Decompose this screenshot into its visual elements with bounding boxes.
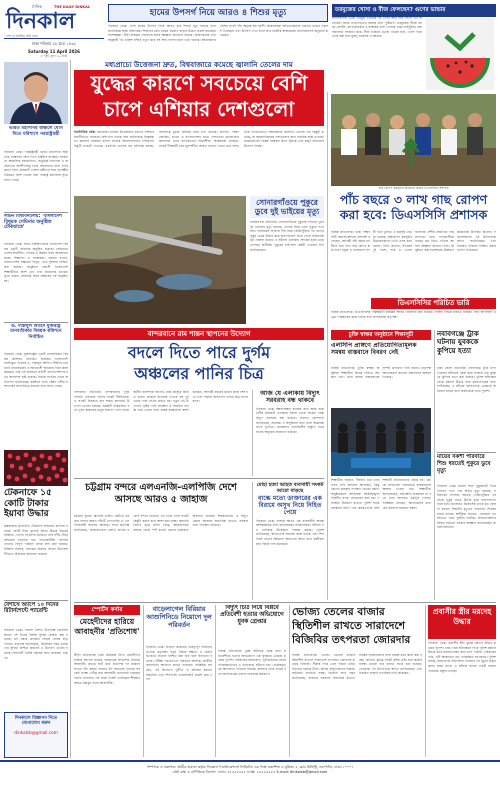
protest-banner: চুক্তি স্বাক্ষর অনুষ্ঠানে শিক্ষাসূচী [331, 330, 431, 340]
power-box [252, 390, 324, 476]
water-headline [74, 342, 324, 386]
protest-headline: এলসিপি প্রাঙ্গণে প্রতিযোগিতামূলক সমন্বয় বাস্তবানে বিবরণ নেই [331, 342, 417, 357]
bottom-story3-headline: বিদ্যুৎ চিঠি নিয়ে বিপ্লবে প্রতিবেশী হত্যার অভিযোগে যুবক গ্রেপ্তার [220, 605, 284, 625]
masthead-name-en: THE DAILY DINKAL [54, 5, 91, 9]
left-item3-body: দিনকাল ডেস্ক: যুক্তরাষ্ট্রের একটি মানবাধিকার বিষয়ক কমিশনে নির্বাচিত হয়েছেন বাংলাদেশি বংশোদ্ভূত গবেষক ড. দাস্তলুল আহিদ। দীর্ঘদিন ধরে তিনি মানবাধিকার ও অভিবাসী অধিকার নিয়ে কাজ করছেন। তার এই নির্বাচনে প্রবাসী বাংলাদেশিদের মধ্যে আনন্দের সৃষ্টি হয়েছে। বিভিন্ন সংগঠন তাকে অভিনন্দন জানিয়েছে। কমিশনে তিনি দক্ষিণ এশীয় সম্প্রদায়ের প্রতিনিধিত্ব করবেন বলে জানা গেছে। [4, 352, 68, 389]
left-col-body1: দিনকাল ডেস্ক: পররাষ্ট্রমন্ত্রী ভারত মহাসাগর অঞ্চলের সম্মেলনে যোগ দিতে মরিশাস যাচ্ছেন। সম্মেলনে আঞ্চলিক সহযোগিতা, সামুদ্রিক নিরাপত্তা ও অর্থনৈতিক অংশীদারিত্ব নিয়ে আলোচনা হবে। সফরকালে তিনি কয়েকটি দেশের মন্ত্রীদের সঙ্গে দ্বিপক্ষীয় বৈঠকেও অংশ নেবেন বলে পররাষ্ট্র মন্ত্রণালয় সূত্রে জানা গেছে। [4, 150, 68, 182]
sports-body: ক্রীড়া প্রতিবেদক: ঢাকা প্রিমিয়ার লিগে মেহেদীদের হারিয়ে আগের ম্যাচের পরাজয়ের প্রতিশোধ নিয়েছে আবাহনী। প্রথমে ব্যাট করে প্রতিপক্ষ দল মাঝারি সংগ্রহ দাঁড় করায়। জবাবে টপ অর্ডারের দৃঢ়তায় সহজেই লক্ষ্যে পৌঁছে যায় আবাহনী। ম্যাচসেরা হয়েছেন দলের ওপেনার। এই জয়ে পয়েন্ট তালিকায় শীর্ষস্থান আরও মজবুত হলো আবাহনীর। [74, 653, 140, 685]
tree-sub-banner: ডিএসসিসির পরিচিত ভারি [371, 298, 496, 309]
bottom-story2-body: দিনকাল ডেস্ক: নিয়োগ প্রক্রিয়ায় গুরুত্বপূর্ণ পরিবর্তন এনেছে কর্তৃপক্ষ। নতুন নিয়মে স্বচ্ছতা ও মেধার ভিত্তিতে নিয়োগ নিশ্চিত করা হবে বলে জানানো হয়েছে। পরীক্ষা পদ্ধতিতেও পরিবর্তন আসছে। প্রার্থীরা অনলাইনে আবেদন করতে পারবেন। সংশ্লিষ্টরা বলছেন, এই উদ্যোগে দুর্নীতি ও অনিয়ম কমবে। বিস্তারিত তথ্য শিগগিরই ওয়েবসাইটে প্রকাশ করা হবে। [146, 645, 212, 682]
lead-headline-line2: চাপে এশিয়ার দেশগুলো [103, 97, 295, 121]
water-kicker: বান্দরবানে রাম শান্তন স্থাপনের উদ্যোগ [74, 328, 324, 340]
lng-headline: চট্টগ্রাম বন্দরে এলএনজি-এলপিজি দেশে আসছে আরও ৫ জাহাজ [85, 482, 237, 505]
right-col-body1: ঢাকা জেলা প্রতিনিধি: নবাবগঞ্জে ট্রাক চাপা দেওয়ার ঘটনাকে কেন্দ্র করে সংঘর্ষে এক যুবককে কুপিয়ে হত্যা করা হয়েছে। পুলিশ ঘটনাস্থল থেকে মরদেহ উদ্ধার করে ময়নাতদন্তের জন্য পাঠিয়েছে। এ ঘটনায় জড়িতদের গ্রেপ্তারে অভিযান চলছে বলে জানিয়েছে থানা পুলিশ। [437, 366, 496, 393]
masthead-logo: দিনকাল [6, 8, 76, 34]
bottom-story3-body: নিজস্ব প্রতিবেদক: তুচ্ছ ঘটনাকে কেন্দ্র করে প্রতিবেশীকে হত্যার অভিযোগে এক যুবককে গ্রেপ্তার করেছে পুলিশ। পরিবারের অভিযোগ, পূর্ববিরোধের জেরে পরিকল্পিতভাবে এ হত্যাকাণ্ড ঘটানো হয়। গ্রেপ্তারকৃতকে আদালতে পাঠানো হয়েছে। মামলার তদন্ত চলছে বলে জানিয়েছেন থানার ভারপ্রাপ্ত কর্মকর্তা। [218, 649, 286, 676]
top-center-story [108, 4, 328, 56]
bottom-story2-headline: বাড়েলাগেল বিরিয়ার আশুপিনিডে নিয়োগে দুল পরিবর্তন [146, 605, 212, 629]
sports-headline: মেহেদীদের হারিয়ে আবাহনীর 'প্রতিশোধ' [74, 617, 140, 636]
bombing-headline2: বাল্কে মতো ডাক্তারের এক বিরামে অসুখ নিয়ে নিহিত পেয়ে [257, 495, 323, 517]
footer [0, 760, 500, 786]
protest-body: নিজস্ব প্রতিবেদক: চুক্তি স্বাক্ষর অনুষ্ঠানে শিক্ষার্থীরা বিভিন্ন দাবিতে অবস্থান নেন। তারা সমন্বয় বাস্তবায়নের সুস্পষ্ট রূপরেখা দাবি করেন। কর্তৃপক্ষ আলোচনার মাধ্যমে সমাধানের আশ্বাস দিয়েছে। [331, 366, 431, 380]
lead-dateline: অর্থনৈতিক ডেস্ক [74, 130, 95, 134]
lead-headline [74, 70, 324, 126]
masthead-date [4, 38, 104, 58]
bottom-lead-headline: ভোজ্য তেলের বাজার স্থিতিশীল রাখতে সারাদেশে বিজিবির তৎপরতা জোরদার [292, 606, 411, 646]
bombing-body: দিনকাল ডেস্ক: সংঘর্ষে আহত এক ব্যবসায়ীর অবস্থা আশঙ্কাজনক বলে জানিয়েছেন চিকিৎসকরা। ঘটনার পর এলাকায় উত্তেজনা বিরাজ করছে। পুলিশ জানিয়েছে, জড়িতদের শনাক্তে কাজ চলছে এবং শিগগিরই তাদের আইনের আওতায় আনা হবে। স্থানীয়রা দ্রুত বিচার দাবি করেছেন। [256, 518, 324, 546]
ad-contact-box [4, 712, 68, 758]
yaba-photo [4, 450, 68, 486]
tree-sub-body: নিজস্ব প্রতিবেদক: ডিএসসিসির পরিচ্ছন্নতা কার্যক্রম আরও জোরদার করা হয়েছে। নগরীর বিভিন্ন ওয়ার্ডে নিয়মিত বর্জ্য অপসারণ ও ড্রেন পরিষ্কারের কাজ চলছে বলে জানিয়েছে কর্তৃপক্ষ। [331, 310, 496, 319]
left-item3-title: ড. দাস্তলুল আহিদ যুক্তরাষ্ট্র মানবাধিকার বিষয়ক কমিশনে নির্বাচিত [10, 324, 62, 340]
date-bn: ঢাকা শনিবার ২৮ চৈত্র ১৪৩২ [32, 41, 76, 46]
masthead-small: দৈনিক [32, 4, 43, 9]
tree-planting-photo [331, 94, 496, 186]
right-col-body2: দিনকাল ডেস্ক: মায়ের সঙ্গে পুকুরঘাটে গিয়ে পানিতে পড়ে এক শিশুর মৃত্যু হয়েছে। পরিবারের সদস্যরা অনেক খোঁজাখুঁজির পর তাকে পুকুর থেকে উদ্ধার করে হাসপাতালে নিয়ে যান। কর্তব্যরত চিকিৎসক তাকে মৃত ঘোষণা করেন। শিশুটির মৃত্যুতে পরিবারে শোকের মাতম চলছে। স্থানীয়রা জানান, এলাকায় এর আগেও এমন দুর্ঘটনা ঘটেছে। অভিভাবকদের আরও সচেতন হওয়ার আহ্বান জানিয়েছেন জনপ্রতিনিধিরা। [437, 484, 496, 530]
tree-headline: পাঁচ বছরে ৩ লাখ গাছ রোপণ করা হবে: ডিএসসিসি প্রশাসক [339, 192, 488, 222]
top-right-story [332, 4, 496, 92]
power-headline: আজ যে এলাকায় বিদ্যুৎ সরবরাহ বন্ধ থাকবে [260, 390, 320, 405]
pond-box [250, 196, 324, 324]
left-portrait [4, 62, 68, 124]
top-right-headline: তরমুজের খোসা ও বীজ ফেলছেন? গুণের ভান্ডার [332, 4, 496, 17]
water-pipe-photo [74, 196, 246, 324]
watermelon-icon [426, 18, 494, 90]
right-col-title3: প্রবাসীর স্ত্রীর মরদেহ উদ্ধার [428, 605, 496, 639]
page-meta: ৮ পৃষ্ঠা, মূল্য ১০ টাকা [40, 54, 68, 58]
top-center-body: দিনকাল ডেস্ক: দেশে হামের উপসর্গ নিয়ে আরও চার শিশুর মৃত্যু হয়েছে বলে জানিয়েছে স্বাস্থ্য অধিদপ্তর। শিশুদের মধ্যে হামের প্রকোপ বাড়ায় উদ্বেগ প্রকাশ করেছেন বিশেষজ্ঞরা। টিকা কার্যক্রম জোরদার করার আহ্বান জানানো হয়েছে। অধিদপ্তরের তথ্য অনুযায়ী গত চব্বিশ ঘণ্টায় নতুন করে বহু শিশু হাসপাতালে ভর্তি হয়েছে। আক্রান্তদের বেশির ভাগই পাঁচ বছরের কম বয়সী। চিকিৎসকরা অভিভাবকদের সচেতন থাকার পরামর্শ দিয়েছেন এবং উপসর্গ দেখা দিলে দ্রুত নিকটস্থ স্বাস্থ্যকেন্দ্রে যোগাযোগের অনুরোধ করেছেন। [108, 24, 328, 42]
masthead-tagline: দেশ ও জাতির কথা বলে [6, 34, 38, 38]
lead-kicker: মধ্যপ্রাচ্যে উত্তেজনা দ্রুত, বিশ্ববাজারে কমেছে জ্বালানি তেলের দাম [105, 60, 293, 69]
person-portrait-icon [4, 62, 68, 124]
bombing-headline: মোহা হত্যা আহত ব্যবসায়ী সংকট আরো বাড়ছে [256, 482, 324, 494]
water-body: বান্দরবান প্রতিনিধি: বান্দরবানের দুর্গম পাহাড়ি এলাকায় পানির সংকট দীর্ঘদিনের। এ সংকট নিরসনে রাম শান্তন স্থাপনের উদ্যোগ নেওয়া হয়েছে। প্রকল্পটি বাস্তবায়িত হলে দুর্গম অঞ্চলের মানুষ নিরাপদ পানি পাবে। স্থানীয় বাসিন্দারা জানান, শুষ্ক মৌসুমে ঝিরি ও ঝরনা শুকিয়ে যাওয়ায় তাদের বহু দূর থেকে পানি সংগ্রহ করতে হয়। নতুন এই উদ্যোগে বৃষ্টির পানি সংরক্ষণ ও সরবরাহ ব্যবস্থা গড়ে তোলা হবে। প্রকল্প কর্মকর্তারা আশা করছেন, আগামী বছরের মধ্যেই কাজ শেষ হবে এবং পাহাড়ি জনপদের পানির চিত্র বদলে যাবে। [74, 390, 248, 413]
top-center-headline: হামের উপসর্গ নিয়ে আরও ৪ শিশুর মৃত্যু [108, 4, 328, 22]
protest-body2: শিক্ষার্থীরা জানান, দীর্ঘদিন ধরে তারা এসব দাবি জানিয়ে আসছেন, কিন্তু কোনো কার্যকর পদক্ষেপ নেওয়া হয়নি। অনুষ্ঠানস্থলে অতিরিক্ত আইনশৃঙ্খলা বাহিনীর সদস্য মোতায়েন করা হয়। পরিস্থিতি নিয়ন্ত্রণে রাখতে পুলিশ সতর্ক অবস্থানে ছিল। পরে কর্মকর্তাদের সঙ্গে শিক্ষার্থী প্রতিনিধিদের বৈঠক হয়। বৈঠকে দাবিগুলো পর্যায়ক্রমে বাস্তবায়নের আশ্বাস দেওয়া হয়। শিক্ষার্থীরা জানিয়েছেন, প্রতিশ্রুতি বাস্তবায়ন না হলে তারা আবারও কর্মসূচি দেবেন। সংশ্লিষ্টরা বলছেন, আলোচনার মাধ্যমেই সমস্যার সমাধান সম্ভব। [331, 478, 431, 510]
right-col-title2: মায়ের বকশী পরিবারে শিশু ধরতেই পুকুরে ডুবে মৃত্যু [437, 454, 491, 474]
police-crowd-photo [331, 408, 431, 476]
lead-body: অর্থনৈতিক ডেস্ক: মধ্যপ্রাচ্যে চলমান উত্তেজনার প্রভাবে এশিয়ার অর্থনীতিতে সবচেয়ে বেশি চাপ পড়ছে বলে জানিয়েছে বিশ্লেষকরা। জ্বালানি সরবরাহ ব্যাহত হওয়ায় আমদানিনির্ভর দেশগুলো দ্বিমুখী সংকটে পড়েছে। একদিকে তেলের দাম ওঠানামা করছে, অন্যদিকে মুদ্রার বিনিময় হারে চাপ বাড়ছে। জাপান, দক্ষিণ কোরিয়া, ভারত ও বাংলাদেশের মতো দেশগুলো মধ্যপ্রাচ্যের জ্বালানির ওপর ব্যাপকভাবে নির্ভরশীল। বিশ্লেষকরা বলছেন, সংকট দীর্ঘস্থায়ী হলে মূল্যস্ফীতি আরও বাড়তে পারে। তবে সাম্প্রতিক দিনগুলোতে বিশ্ববাজারে জ্বালানি তেলের দাম কিছুটা কমেছে, যা আমদানিকারক দেশগুলোর জন্য সাময়িক স্বস্তি এনেছে। সরকারগুলো বিকল্প সরবরাহ উৎস খুঁজছে এবং মজুদ বাড়ানোর উদ্যোগ নিচ্ছে। [74, 130, 324, 148]
bottom-lead-body: নিজস্ব প্রতিবেদক: ভোজ্য তেলের বাজার স্থিতিশীল রাখতে সারাদেশে তৎপরতা জোরদার করেছে বিজিবি। সীমান্ত দিয়ে তেল পাচার রোধে বাড়ানো হয়েছে টহল। অবৈধ মজুদদারদের বিরুদ্ধে অভিযান চালানো হচ্ছে। বিজিবি সদর দপ্তর জানিয়েছে, বাজারে সরবরাহ স্বাভাবিক রাখতে সংশ্লিষ্ট সংস্থাগুলোর সঙ্গে সমন্বয় করে কাজ করা হচ্ছে। কোথাও কৃত্রিম সংকট সৃষ্টির চেষ্টা হলে কঠোর ব্যবস্থা নেওয়া হবে বলেও সতর্ক করা হয়েছে। ভোক্তারা এই উদ্যোগকে স্বাগত জানিয়েছেন এবং নিয়মিত বাজার তদারকির দাবি করেছেন। [292, 653, 422, 680]
ad-contact-email[interactable]: dinkalsb@gmail.com [14, 729, 58, 735]
right-col-body3: দিনকাল ডেস্ক: প্রবাসীর স্ত্রীর ঝুলন্ত মরদেহ উদ্ধার করেছে পুলিশ। খবর পেয়ে ঘটনাস্থলে গিয়ে পুলিশ মরদেহ উদ্ধার করে ময়নাতদন্তের জন্য মর্গে পাঠায়। পরিবারের দাবি, এটি আত্মহত্যা নয়, পরিকল্পিত হত্যাকাণ্ড। পুলিশ বলছে, ময়নাতদন্ত প্রতিবেদন পাওয়ার পর মৃত্যুর প্রকৃত কারণ জানা যাবে। এ ঘটনায় থানায় একটি মামলা দায়েরের প্রস্তুতি চলছে। [428, 641, 496, 673]
protest-photo [331, 408, 431, 476]
tree-photo [331, 94, 496, 186]
ad-contact-title: দিনকালে বিজ্ঞাপন দিতে যোগাযোগ করুন [14, 716, 58, 727]
footer-line2: বার্তা কক্ষ ও বাণিজ্যিক বিভাগ: ফোন: ৫৫৫৫৫৫৫৫ ফ্যাক্স: ৫৫৫৫৫৫৫৫ E-mail: dinkalsb@gmail.com [172, 770, 328, 774]
water-headline-line1: বদলে দিতে পারে দুর্গম [127, 343, 271, 362]
left-item5-body: দিনকাল ডেস্ক: পহেলা বৈশাখ উপলক্ষে মোবাইল অ্যাপে দশ দিনের বিশেষ সুবিধা ঘোষণা করা হয়েছে। এই সময়ে গ্রাহকরা বিভিন্ন সেবায় ছাড় পাবেন। কর্তৃপক্ষ জানিয়েছে, উৎসবের সময় গ্রাহকদের সুবিধা নিশ্চিত করতেই এ উদ্যোগ নেওয়া হয়েছে। অফারটি নির্দিষ্ট সময়ের জন্য প্রযোজ্য থাকবে। [4, 628, 68, 660]
left-item4-body: কক্সবাজার প্রতিনিধি: টেকনাফে অভিযান চালিয়ে পনেরো কোটি টাকা মূল্যের ইয়াবা উদ্ধার করেছে বিজিবি। গোপন সংবাদের ভিত্তিতে নাফ নদীর তীরে অভিযান চালানো হয়। পাচারকারীরা পালিয়ে গেলেও বিপুল পরিমাণ মাদক জব্দ করা হয়েছে। বিজিবি জানায়, মাদকের বিরুদ্ধে জিরো টলারেন্স নীতিতে অভিযান অব্যাহত থাকবে। [4, 524, 68, 556]
date-en: Saturday 11 April 2026 [28, 49, 80, 54]
left-item2-title: লন্ডন বিশ্ববিদ্যালয়: 'বাংলাদেশ বিষয়ক সেমিনার অনুষ্ঠিত টেকিয়াতে' [4, 214, 62, 231]
right-col-title1: নবাবগঞ্জে ট্রাক ঘটনায় যুবককে কুপিয়ে হত্যা [437, 330, 479, 355]
tree-body: নিজস্ব প্রতিবেদক: ঢাকা দক্ষিণ সিটি করপোরেশনের প্রশাসক বলেছেন, আগামী পাঁচ বছরে নগরীতে তিন লাখ গাছ রোপণ করা হবে। সবুজ ও বাসযোগ্য নগরী গড়ে তুলতে এ কর্মসূচি নেওয়া হয়েছে। বৃক্ষরোপণ কর্মসূচির উদ্বোধনকালে তিনি এসব কথা বলেন। তিনি জানান, সড়কের দুই পাশে, পার্ক ও খোলা জায়গায় দেশীয় প্রজাতির গাছ লাগানো হবে। নগরবাসীকে গাছের যত্ন নিতে এগিয়ে আসার আহ্বান জানান তিনি। অনুষ্ঠানে করপোরেশনের ঊর্ধ্বতন কর্মকর্তারা উপস্থিত ছিলেন। পরিবেশবিদরা এই উদ্যোগকে স্বাগত জানিয়েছেন এবং নিয়মিত পরিচর্যা নিশ্চিত করার তাগিদ দিয়েছেন। [331, 230, 496, 253]
sports-banner: স্পোর্টস কর্নার [74, 605, 140, 615]
left-portrait-caption: ভারত মহাসাগর অঞ্চলে যোগ দিতে মরিশাসে পররাষ্ট্রমন্ত্রী [9, 126, 63, 137]
watermelon-photo [426, 18, 494, 90]
left-item4-title: টেকনাফে ১৫ কোটি টাকার ইয়াবা উদ্ধার [4, 488, 52, 519]
pond-photo [74, 196, 246, 324]
pond-headline: সোনারগাঁওয়ে পুকুরে ডুবে দুই ভাইয়ের মৃত্যু [250, 196, 324, 218]
water-headline-line2: অঞ্চলের পানির চিত্র [134, 364, 264, 383]
bombing-box [252, 482, 324, 600]
power-body: দিনকাল ডেস্ক: রক্ষণাবেক্ষণ কাজের জন্য আজ রাজধানীর কয়েকটি এলাকায় সকাল থেকে বিকেল পর্যন্ত বিদ্যুৎ সরবরাহ বন্ধ থাকবে। বিতরণ কোম্পানি জানিয়েছে, সাময়িক এ অসুবিধার জন্য তারা আন্তরিকভাবে দুঃখিত। গ্রাহকদের প্রয়োজনীয় প্রস্তুতি নিয়ে রাখার অনুরোধ জানানো হয়েছে। [256, 406, 324, 434]
lead-headline-line1: যুদ্ধের কারণে সবচেয়ে বেশি [90, 71, 308, 95]
left-item2-body: দিনকাল ডেস্ক: লন্ডন বিশ্ববিদ্যালয়ে বাংলাদেশ বিষয়ক একটি সেমিনার অনুষ্ঠিত হয়েছে। সেমিনারে দেশের অর্থনীতি, গণতন্ত্র ও উন্নয়ন নিয়ে আলোচনা করেন শিক্ষাবিদ ও গবেষকরা। বক্তারা বলেন, বাংলাদেশের সম্ভাবনা বিপুল, তবে সুশাসন নিশ্চিত করা জরুরি। অনুষ্ঠানে প্রবাসী বাংলাদেশি শিক্ষার্থীরাও অংশ নেন এবং নিজেদের মতামত তুলে ধরেন। সেমিনার শেষে প্রশ্নোত্তর পর্ব অনুষ্ঠিত হয়। [4, 242, 68, 283]
lng-body: চট্টগ্রাম ব্যুরো: জ্বালানি চাহিদা মেটাতে চট্টগ্রাম বন্দরে আরও পাঁচটি এলএনজি ও এলপিজিবাহী জাহাজ আসছে। বন্দর কর্তৃপক্ষ জানিয়েছে, জাহাজগুলো চলতি মাসের মধ্যেই বন্দরে ভিড়বে। এর ফলে গ্যাস সংকট কিছুটা কমবে বলে আশা করা হচ্ছে। জ্বালানি বিভাগ সূত্রে জানা গেছে, আন্তর্জাতিক বাজার থেকে স্পট কার্গো কেনার প্রক্রিয়াও অব্যাহত রয়েছে। শিল্পকারখানা ও বিদ্যুৎকেন্দ্রে সরবরাহ স্বাভাবিক রাখতে সরকার নানা পদক্ষেপ নিয়েছে। [74, 514, 248, 532]
tree-photo-caption: গাছ রোপণ কর্মসূচির উদ্বোধন করেন ডিএসসিসি প্রশাসক [378, 186, 449, 190]
top-right-body: লাইফস্টাইল ডেস্ক: তরমুজ খাওয়ার পর খোসা আর বীজ ফেলে দেন অনেকেই। অথচ এগুলোতেও রয়েছে নানা পুষ্টিগুণ। তরমুজের বীজে আছে প্রোটিন, ম্যাগনেসিয়াম ও স্বাস্থ্যকর চর্বি। খোসায় থাকা সাইট্রুলিন রক্ত সঞ্চালনে সহায়তা করে। বীজ শুকিয়ে ভেজে খাওয়া যায়, খোসা দিয়ে তৈরি করা যায় সুস্বাদু তরকারি ও আচার। [332, 16, 422, 39]
left-item5-title: বৈশাখে অ্যাপে ১০ দিনের রিটার্নশেন্টে প্যারেন্টি [4, 602, 59, 615]
pills-icon [4, 450, 68, 486]
footer-line1: সম্পাদক ও প্রকাশক: আমীর হামজা কর্তৃক দিনকাল পাবলিকেশনস লিমিটেড এর পক্ষে প্রকাশিত ও মুদ্রিত। ৫, ক্লাব মিনিস্ট্রি, নয়াপল্টন, ঢাকা-১০০০। [147, 765, 353, 769]
pond-body: নারায়ণগঞ্জ প্রতিনিধি: সোনারগাঁওয়ে পুকুরের পানিতে ডুবে দুই ভাইয়ের মৃত্যু হয়েছে। খেলার সময় তারা পুকুরে পড়ে যায়। পরিবারের সদস্যরা দীর্ঘ সময় খোঁজাখুঁজির পর তাদের পুকুর থেকে উদ্ধার করে হাসপাতালে নিয়ে গেলে চিকিৎসক মৃত ঘোষণা করেন। এ ঘটনায় এলাকায় শোকের ছায়া নেমে এসেছে। স্থানীয়রা পুকুরের চারপাশে বেষ্টনী দেওয়ার দাবি জানিয়েছেন। [250, 220, 324, 252]
